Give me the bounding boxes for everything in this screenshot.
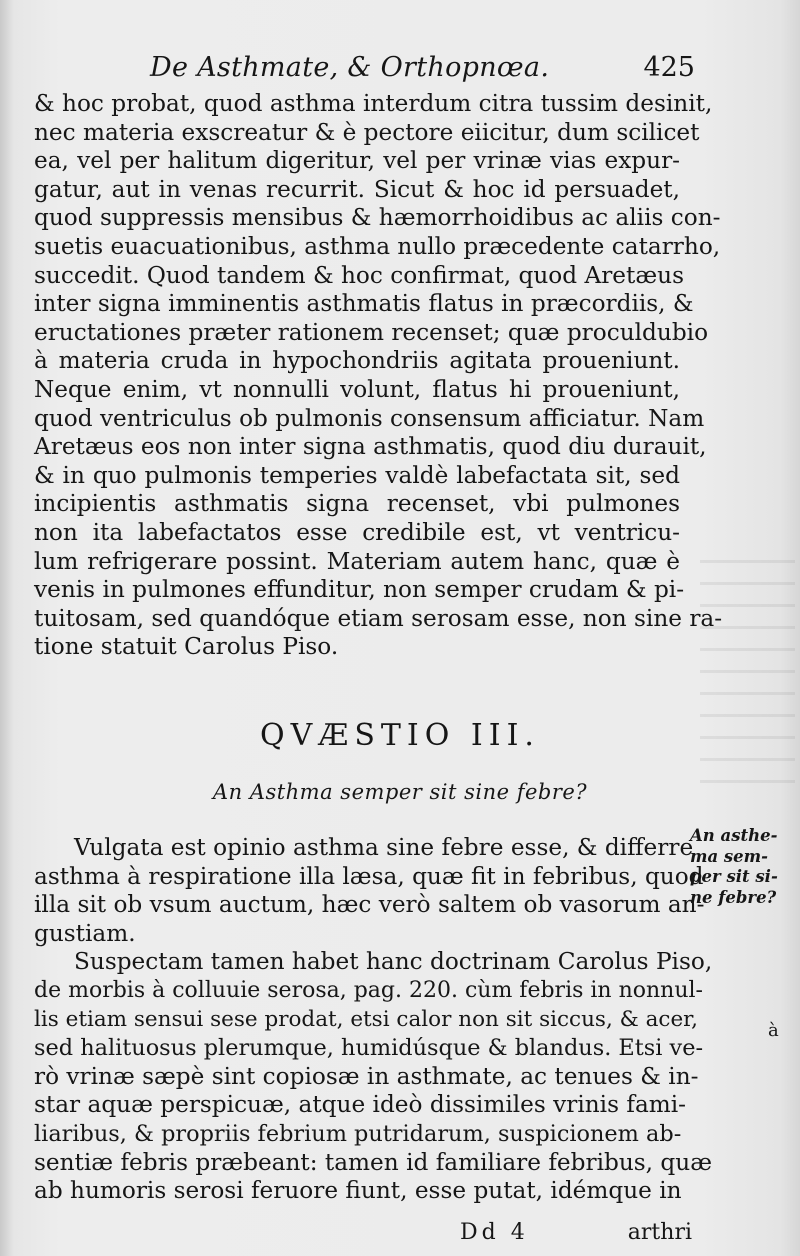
text-line: rò vrinæ sæpè sint copiosæ in asthmate, ac tenues & in-: [34, 1062, 699, 1090]
text-line: quod ventriculus ob pulmonis consensum afficiatur. Nam: [34, 404, 705, 432]
page-number: 425: [643, 52, 695, 83]
marginal-note-line: ne febre?: [690, 887, 777, 907]
marginal-note: [690, 826, 800, 908]
text-line: incipientis asthmatis signa recenset, vbi pulmones: [34, 490, 680, 518]
signature-mark: Dd 4: [460, 1220, 529, 1245]
text-line: sentiæ febris præbeant: tamen id familiare febribus, quæ: [34, 1148, 712, 1176]
text-line: tuitosam, sed quandóque etiam serosam esse, non sine ra-: [34, 604, 723, 632]
text-line: Aretæus eos non inter signa asthmatis, quod diu durauit,: [34, 433, 707, 461]
text-line: gatur, aut in venas recurrit. Sicut & hoc id persuadet,: [34, 175, 680, 203]
text-line: venis in pulmones effunditur, non semper crudam & pi-: [34, 576, 685, 604]
text-line: & hoc probat, quod asthma interdum citra tussim desinit,: [34, 90, 713, 117]
text-line: Neque enim, vt nonnulli volunt, flatus hi proueniunt,: [34, 375, 680, 403]
text-line: suetis euacuationibus, asthma nullo præcedente catarrho,: [34, 232, 721, 260]
text-line: illa sit ob vsum auctum, hæc verò saltem ob vasorum an-: [34, 891, 705, 919]
page-footer: [460, 1220, 692, 1250]
text-line: lis etiam sensui sese prodat, etsi calor non sit siccus, & acer,: [34, 1006, 698, 1032]
text-line: & in quo pulmonis temperies valdè labefactata sit, sed: [34, 461, 680, 489]
text-line: Suspectam tamen habet hanc doctrinam Carolus Piso,: [74, 948, 713, 976]
marginal-note-line: An asthe-: [690, 826, 778, 845]
text-line: ea, vel per halitum digeritur, vel per vrinæ vias expur-: [34, 147, 680, 175]
text-line: quod suppressis mensibus & hæmorrhoidibus ac aliis con-: [34, 204, 721, 232]
text-line: liaribus, & propriis febrium putridarum, suspicionem ab-: [34, 1120, 682, 1147]
paragraph-argument: [34, 90, 723, 662]
catchword: arthri: [627, 1220, 692, 1245]
text-line: star aquæ perspicuæ, atque ideò dissimiles vrinis fami-: [34, 1091, 687, 1119]
text-line: à materia cruda in hypochondriis agitata proueniunt.: [34, 347, 680, 375]
question-heading: QVÆSTIO III.: [260, 718, 540, 753]
marginal-note-line: per sit si-: [690, 867, 778, 886]
page-header: [150, 52, 695, 92]
text-line: eructationes præter rationem recenset; quæ proculdubio: [34, 318, 709, 346]
text-line: ab humoris serosi feruore fiunt, esse putat, idémque in: [34, 1177, 682, 1205]
text-line: lum refrigerare possint. Materiam autem hanc, quæ è: [34, 547, 680, 575]
text-line: sed halituosus plerumque, humidúsque & blandus. Etsi ve-: [34, 1035, 704, 1062]
marginal-note-line: ma sem-: [690, 846, 768, 866]
text-line: succedit. Quod tandem & hoc confirmat, quod Aretæus: [34, 261, 684, 289]
show-through-text: [700, 560, 795, 800]
paragraph-body: [34, 834, 713, 1206]
text-line: tione statuit Carolus Piso.: [34, 633, 339, 661]
text-line: asthma à respiratione illa læsa, quæ fit in febribus, quod: [34, 862, 704, 890]
text-line: non ita labefactatos esse credibile est, vt ventricu-: [34, 518, 680, 546]
margin-mark: à: [768, 1020, 779, 1041]
question-subtitle: An Asthma semper sit sine febre?: [212, 780, 588, 804]
text-line: nec materia exscreatur & è pectore eiicitur, dum scilicet: [34, 118, 700, 146]
running-title: De Asthmate, & Orthopnœa.: [150, 52, 550, 83]
text-line: de morbis à colluuie serosa, pag. 220. cùm febris in nonnul-: [34, 977, 703, 1003]
text-line: inter signa imminentis asthmatis flatus in præcordiis, &: [34, 290, 694, 318]
text-line: gustiam.: [34, 919, 136, 947]
text-line: Vulgata est opinio asthma sine febre esse, & differre: [74, 834, 694, 861]
